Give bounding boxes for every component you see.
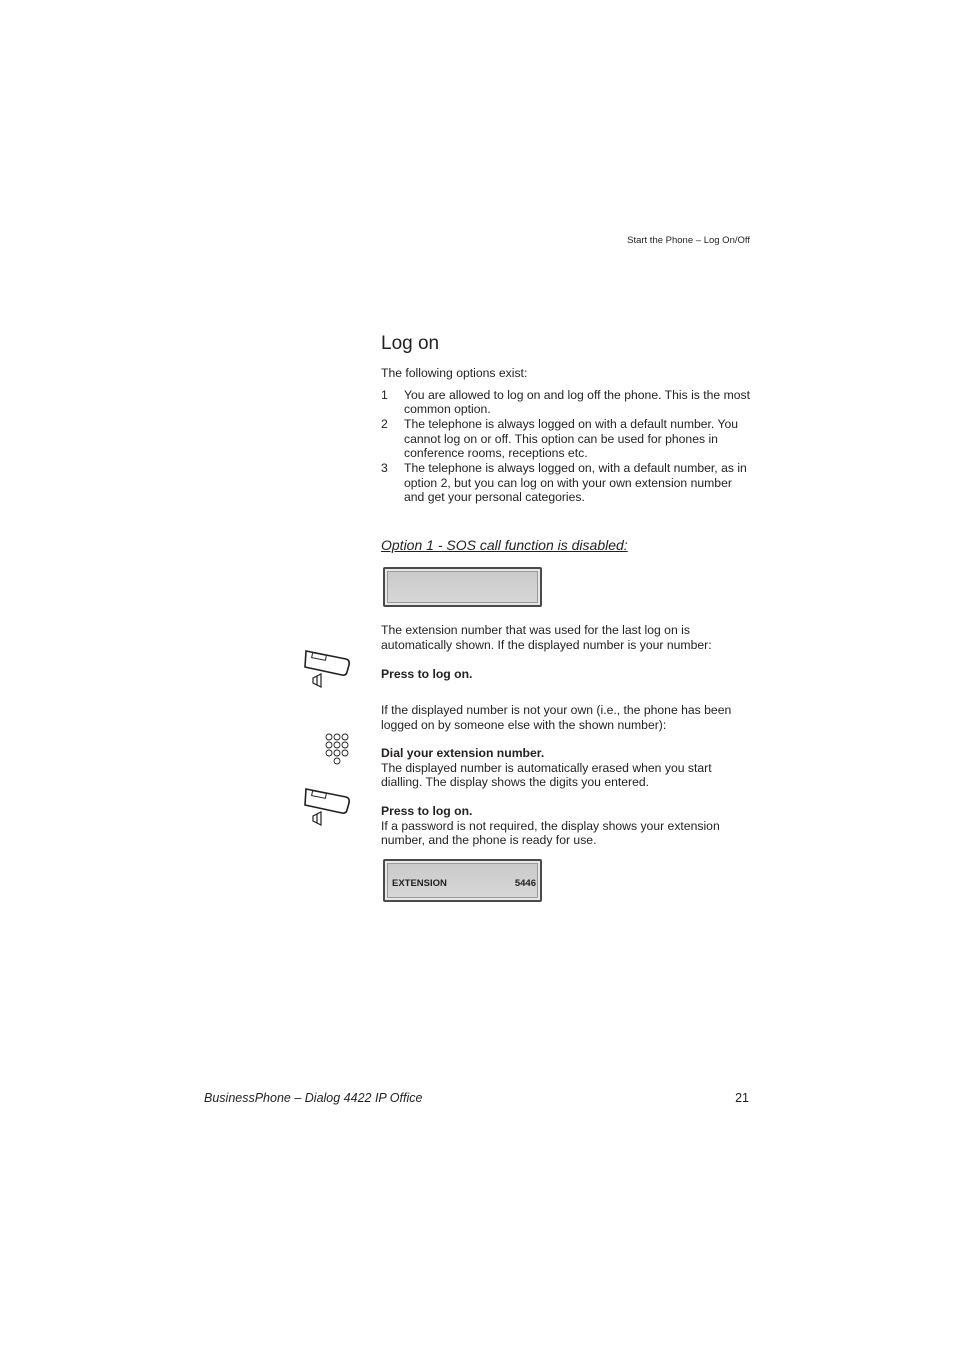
page-number: 21 bbox=[735, 1091, 749, 1105]
list-item-number: 1 bbox=[381, 388, 388, 402]
dial-heading: Dial your extension number. bbox=[381, 746, 545, 760]
log-on-key-icon[interactable] bbox=[302, 786, 352, 826]
list-item-number: 3 bbox=[381, 461, 388, 476]
press-log-on-2: Press to log on. bbox=[381, 804, 473, 818]
options-list bbox=[381, 388, 753, 505]
intro-text: The following options exist: bbox=[381, 366, 528, 380]
dial-block bbox=[381, 746, 751, 790]
not-own-text: If the displayed number is not your own (i.e., the phone has been logged on by someone else with the shown number): bbox=[381, 703, 732, 732]
dial-text: The displayed number is automatically erased when you start dialling. The display shows the digits you entered. bbox=[381, 760, 712, 790]
list-item bbox=[381, 461, 753, 504]
section-title: Log on bbox=[381, 333, 440, 354]
list-item-text: You are allowed to log on and log off the phone. This is the most common option. bbox=[404, 388, 751, 417]
extension-display bbox=[383, 859, 542, 902]
list-item bbox=[381, 417, 753, 460]
keypad-icon[interactable] bbox=[324, 732, 352, 768]
list-item bbox=[381, 388, 753, 417]
display-label: EXTENSION bbox=[392, 878, 447, 889]
footer-product: BusinessPhone – Dialog 4422 IP Office bbox=[204, 1091, 423, 1105]
running-header: Start the Phone – Log On/Off bbox=[627, 235, 750, 246]
list-item-text: The telephone is always logged on, with a default number, as in option 2, but you can log on with your own extension number and get your personal categories. bbox=[404, 461, 747, 505]
blank-display bbox=[383, 567, 542, 607]
option1-heading: Option 1 - SOS call function is disabled: bbox=[381, 537, 628, 553]
press-log-on-block bbox=[381, 804, 751, 848]
password-text: If a password is not required, the display shows your extension number, and the phone is ready for use. bbox=[381, 818, 720, 848]
press-log-on-1: Press to log on. bbox=[381, 667, 473, 681]
display-number: 5446 bbox=[514, 878, 536, 889]
list-item-text: The telephone is always logged on with a default number. You cannot log on or off. This option can be used for phones in conference rooms, receptions etc. bbox=[404, 417, 739, 461]
auto-shown-text: The extension number that was used for the last log on is automatically shown. If the displayed number is your number: bbox=[381, 623, 712, 652]
log-on-key-icon[interactable] bbox=[302, 648, 352, 688]
list-item-number: 2 bbox=[381, 417, 388, 432]
